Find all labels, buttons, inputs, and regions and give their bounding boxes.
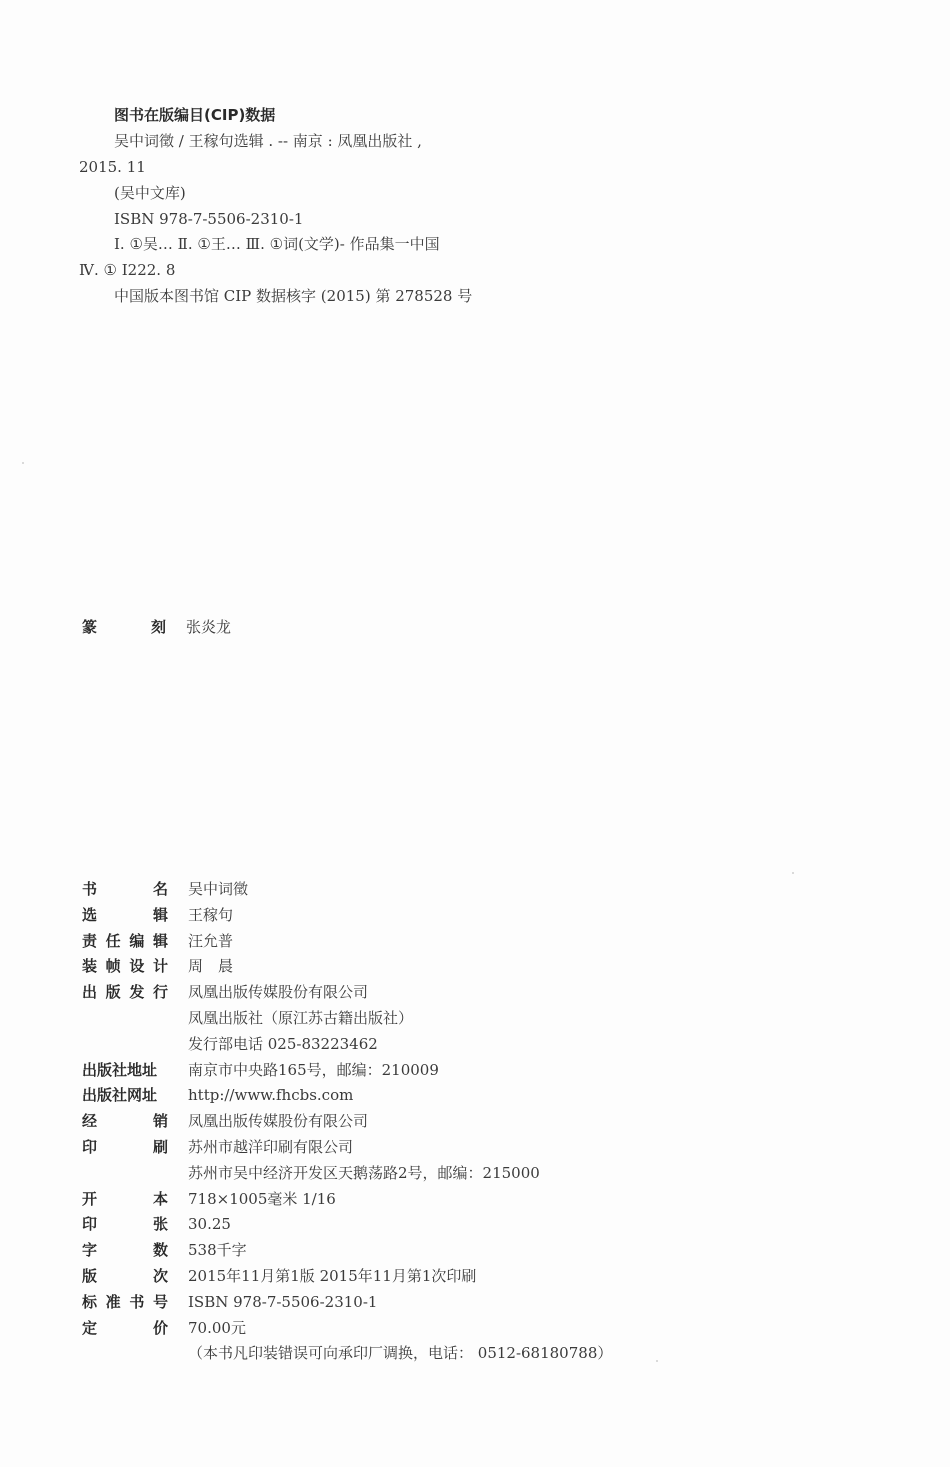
colophon-label-char: 任 <box>105 931 121 950</box>
colophon-value: 2015年11月第1版 2015年11月第1次印刷 <box>188 1267 477 1285</box>
colophon-label-char: 帧 <box>105 957 121 976</box>
cip-line-2: 2015. 11 <box>79 158 146 176</box>
colophon-label-char: 标 <box>82 1292 98 1311</box>
colophon-label-char: 出 <box>82 983 98 1002</box>
colophon-label-char: 开 <box>82 1189 98 1208</box>
colophon-value: http://www.fhcbs.com <box>188 1086 354 1105</box>
colophon-label-char: 名 <box>152 880 168 898</box>
scan-speck <box>656 1360 658 1362</box>
colophon-label-char: 版 <box>82 1267 98 1285</box>
colophon-label <box>82 1239 168 1261</box>
engraver-value: 张炎龙 <box>186 618 232 636</box>
colophon-label <box>82 1084 168 1106</box>
cip-line-3: (吴中文库) <box>114 184 186 202</box>
engraver-label-char: 篆 <box>82 618 98 636</box>
colophon-label-char: 印 <box>82 1138 98 1156</box>
colophon-label <box>82 1110 168 1132</box>
colophon-label <box>82 878 168 900</box>
colophon-label <box>82 1291 168 1313</box>
colophon-label <box>82 1188 168 1210</box>
colophon-value: 南京市中央路165号，邮编：210009 <box>188 1060 439 1079</box>
colophon-value: ISBN 978-7-5506-2310-1 <box>188 1292 378 1311</box>
colophon-value: 苏州市吴中经济开发区天鹅荡路2号，邮编：215000 <box>188 1163 540 1182</box>
colophon-label-char: 设 <box>129 957 145 976</box>
cip-line-4: ISBN 978-7-5506-2310-1 <box>114 210 304 228</box>
cip-line-6: Ⅳ. ① I222. 8 <box>79 261 176 279</box>
colophon-label-char: 销 <box>152 1112 168 1131</box>
colophon-label-char: 装 <box>82 957 98 976</box>
colophon-value: 苏州市越洋印刷有限公司 <box>188 1138 354 1156</box>
colophon-label-char: 经 <box>82 1112 98 1131</box>
colophon-label-char: 价 <box>152 1318 168 1337</box>
colophon-value: 70.00元 <box>188 1318 246 1337</box>
cip-line-1: 吴中词徵 / 王稼句选辑 . -- 南京 : 凤凰出版社 , <box>114 132 422 150</box>
colophon-value: 周 晨 <box>188 957 234 976</box>
colophon-value: 538千字 <box>188 1241 247 1260</box>
colophon-label-char: 数 <box>152 1241 168 1260</box>
colophon-label-char: 书 <box>82 880 98 898</box>
cip-line-5: Ⅰ. ①吴… Ⅱ. ①王… Ⅲ. ①词(文学)- 作品集一中国 <box>114 235 440 253</box>
colophon-label-char: 选 <box>82 905 98 924</box>
colophon-label <box>82 955 168 977</box>
colophon-label-char: 出版社地址 <box>82 1060 158 1079</box>
colophon-label-char: 号 <box>152 1292 168 1311</box>
colophon-label <box>82 1136 168 1158</box>
cip-title: 图书在版编目(CIP)数据 <box>114 106 276 124</box>
colophon-value: 吴中词徵 <box>188 880 249 898</box>
colophon-value: 凤凰出版传媒股份有限公司 <box>188 1112 369 1131</box>
colophon-label-char: 版 <box>105 983 121 1002</box>
scan-speck <box>792 872 794 874</box>
colophon-label-char: 辑 <box>152 931 168 950</box>
colophon-label <box>82 930 168 952</box>
engraver-label <box>82 616 166 637</box>
colophon-label-char: 辑 <box>152 905 168 924</box>
colophon-label-char: 书 <box>129 1292 145 1311</box>
colophon-label-char: 编 <box>129 931 145 950</box>
colophon-value: 发行部电话 025-83223462 <box>188 1034 378 1053</box>
colophon-value: 718×1005毫米 1/16 <box>188 1189 336 1208</box>
colophon-label <box>82 1059 168 1081</box>
colophon-label-char: 本 <box>152 1189 168 1208</box>
colophon-value: （本书凡印装错误可向承印厂调换，电话： 0512-68180788） <box>188 1344 613 1363</box>
engraver-label-char: 刻 <box>150 618 166 636</box>
colophon-label-char: 准 <box>105 1292 121 1311</box>
colophon-label-char: 字 <box>82 1241 98 1260</box>
colophon-value: 凤凰出版社（原江苏古籍出版社） <box>188 1009 414 1027</box>
colophon-label-char: 出版社网址 <box>82 1086 158 1105</box>
colophon-label <box>82 1265 168 1287</box>
colophon-value: 王稼句 <box>188 905 234 924</box>
colophon-label <box>82 904 168 926</box>
colophon-label-char: 发 <box>129 983 145 1002</box>
colophon-label <box>82 1213 168 1235</box>
scan-speck <box>22 462 24 464</box>
colophon-label-char: 张 <box>152 1215 168 1234</box>
colophon-label-char: 计 <box>152 957 168 976</box>
colophon-label-char: 次 <box>152 1267 168 1285</box>
colophon-label-char: 印 <box>82 1215 98 1234</box>
colophon-label-char: 定 <box>82 1318 98 1337</box>
colophon-label <box>82 981 168 1003</box>
colophon-label <box>82 1317 168 1339</box>
colophon-value: 30.25 <box>188 1215 231 1234</box>
colophon-label-char: 行 <box>152 983 168 1002</box>
colophon-value: 汪允普 <box>188 931 234 950</box>
colophon-value: 凤凰出版传媒股份有限公司 <box>188 983 369 1002</box>
colophon-label-char: 责 <box>82 931 98 950</box>
cip-line-7: 中国版本图书馆 CIP 数据核字 (2015) 第 278528 号 <box>114 287 473 305</box>
colophon-label-char: 刷 <box>152 1138 168 1156</box>
